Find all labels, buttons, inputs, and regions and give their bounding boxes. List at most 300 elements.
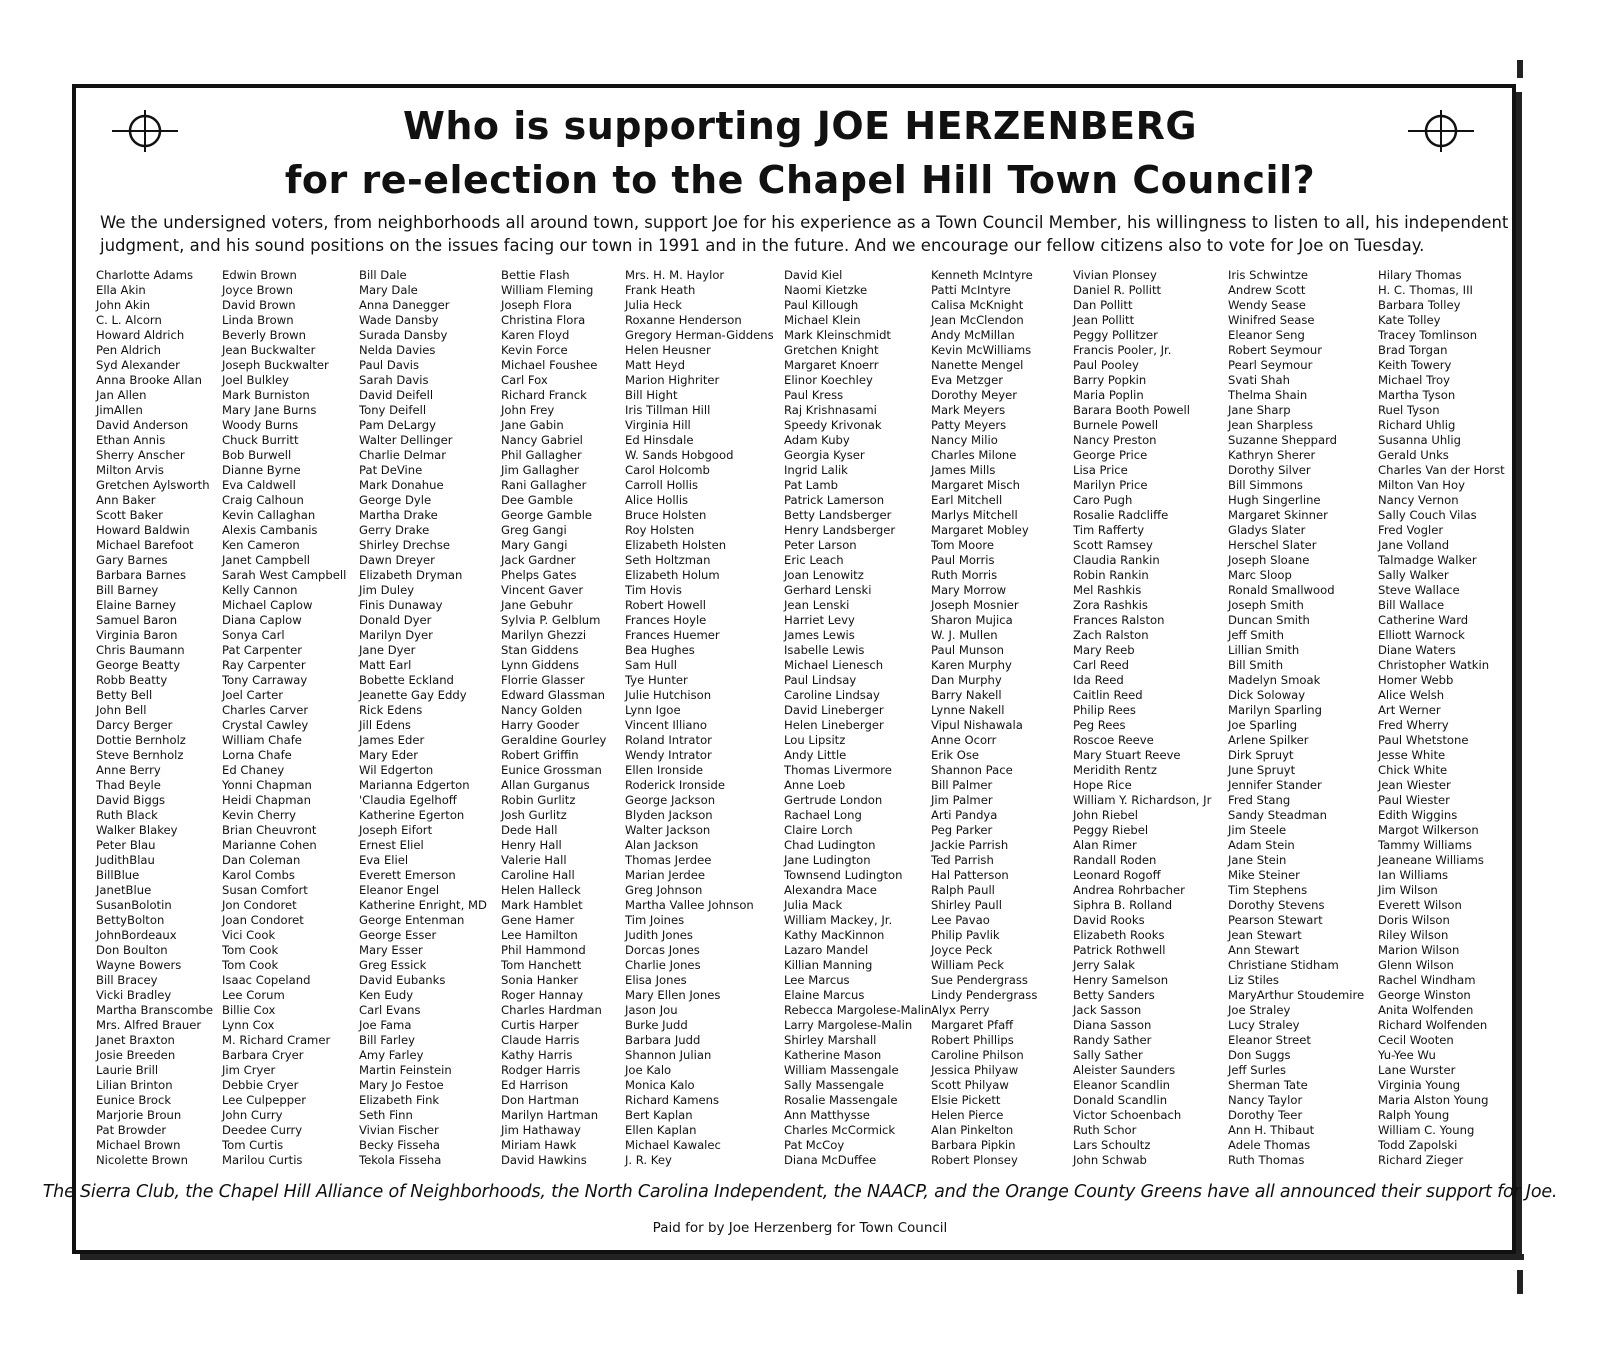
supporter-name: Bobette Eckland [359,673,454,687]
supporter-name: JudithBlau [96,853,155,867]
supporter-name: Tim Stephens [1228,883,1308,897]
supporter-name: Charles Hardman [501,1003,602,1017]
supporter-name: Richard Franck [501,388,587,402]
supporter-name: Suzanne Sheppard [1228,433,1337,447]
supporter-name: Josh Gurlitz [501,808,567,822]
supporters-list [0,268,1600,1178]
supporter-name: Wayne Bowers [96,958,182,972]
supporter-name: Pen Aldrich [96,343,161,357]
supporter-name: Jan Allen [96,388,147,402]
supporter-name: Sally Walker [1378,568,1449,582]
supporter-name: Joyce Peck [931,943,993,957]
supporter-name: Paul Lindsay [784,673,857,687]
supporter-name: Dirk Spruyt [1228,748,1294,762]
supporter-name: Bill Smith [1228,658,1284,672]
supporter-name: Michael Kawalec [625,1138,721,1152]
supporter-name: Tim Joines [625,913,685,927]
supporter-name: Dorothy Meyer [931,388,1017,402]
supporter-name: George Esser [359,928,437,942]
supporter-name: Jim Palmer [931,793,993,807]
supporter-name: Brad Torgan [1378,343,1448,357]
supporter-name: Miriam Hawk [501,1138,577,1152]
supporter-name: Charlie Jones [625,958,701,972]
supporter-name: Roxanne Henderson [625,313,742,327]
supporter-name: Vincent Gaver [501,583,584,597]
supporter-name: H. C. Thomas, III [1378,283,1473,297]
supporter-name: Margaret Skinner [1228,508,1328,522]
supporter-name: Charles Milone [931,448,1017,462]
supporter-name: Andrew Scott [1228,283,1306,297]
supporter-name: Alice Welsh [1378,688,1445,702]
headline-line-1: Who is supporting JOE HERZENBERG [402,104,1198,148]
supporter-name: Charlotte Adams [96,268,194,282]
supporter-name: Heidi Chapman [222,793,311,807]
supporter-name: Stan Giddens [501,643,579,657]
supporter-name: Mary Morrow [931,583,1007,597]
supporter-name: Sylvia P. Gelblum [501,613,601,627]
supporter-name: Mrs. Alfred Brauer [96,1018,202,1032]
supporter-name: Virginia Hill [625,418,691,432]
supporter-name: Caroline Lindsay [784,688,880,702]
supporter-name: Ann Stewart [1228,943,1300,957]
supporter-name: Lazaro Mandel [784,943,869,957]
supporter-name: Jack Gardner [501,553,576,567]
supporter-name: Craig Calhoun [222,493,304,507]
supporter-name: Lars Schoultz [1073,1138,1151,1152]
supporter-name: Elisa Jones [625,973,687,987]
supporter-name: Joe Kalo [625,1063,672,1077]
supporter-name: Nelda Davies [359,343,436,357]
supporter-name: Marilyn Dyer [359,628,433,642]
supporter-name: Carl Reed [1073,658,1130,672]
supporter-name: C. L. Alcorn [96,313,162,327]
supporter-name: Diane Waters [1378,643,1456,657]
supporter-name: Tony Carraway [222,673,308,687]
supporter-name: Alan Pinkelton [931,1123,1014,1137]
supporter-name: Helen Halleck [501,883,581,897]
supporter-name: Martha Drake [359,508,438,522]
supporter-name: Caitlin Reed [1073,688,1143,702]
supporter-name: Svati Shah [1228,373,1290,387]
supporter-name: Bert Kaplan [625,1108,693,1122]
supporter-name: Nancy Golden [501,703,583,717]
supporter-name: Tim Rafferty [1073,523,1145,537]
supporter-name: Walter Jackson [625,823,711,837]
supporter-name: Jon Condoret [222,898,297,912]
supporter-name: Alan Rimer [1073,838,1137,852]
supporter-name: Ruth Schor [1073,1123,1137,1137]
supporter-name: Jim Wilson [1378,883,1438,897]
supporter-name: Lynn Cox [222,1018,275,1032]
supporter-name: Elaine Marcus [784,988,865,1002]
supporter-name: Joseph Smith [1228,598,1304,612]
supporter-name: Eleanor Scandlin [1073,1078,1171,1092]
supporter-name: Bill Dale [359,268,407,282]
supporter-name: Ethan Annis [96,433,166,447]
supporter-name: Curtis Harper [501,1018,579,1032]
supporter-name: Lynn Igoe [625,703,681,717]
supporter-name: Peggy Riebel [1073,823,1149,837]
supporter-name: Jane Sharp [1228,403,1291,417]
supporter-name: Patrick Lamerson [784,493,885,507]
supporter-name: George Gamble [501,508,593,522]
supporter-name: Christina Flora [501,313,586,327]
supporter-name: Tom Cook [222,958,279,972]
supporter-name: George Jackson [625,793,716,807]
supporter-name: Christopher Watkin [1378,658,1490,672]
supporter-name: Mary Jo Festoe [359,1078,444,1092]
supporter-name: Mary Jane Burns [222,403,317,417]
supporter-name: Lisa Price [1073,463,1128,477]
supporter-name: Michael Klein [784,313,861,327]
supporter-name: Edwin Brown [222,268,297,282]
supporter-name: Carol Holcomb [625,463,710,477]
supporter-name: Betty Landsberger [784,508,892,522]
supporter-name: Wendy Intrator [625,748,712,762]
supporter-name: Todd Zapolski [1378,1138,1458,1152]
supporter-name: Joan Lenowitz [784,568,864,582]
supporter-name: Jack Sasson [1073,1003,1142,1017]
supporter-name: Jane Dyer [359,643,416,657]
supporter-name: June Spruyt [1228,763,1296,777]
supporter-name: William Mackey, Jr. [784,913,893,927]
supporter-name: Elaine Barney [96,598,177,612]
supporter-name: Lane Wurster [1378,1063,1456,1077]
supporter-name: Elizabeth Fink [359,1093,440,1107]
supporter-name: David Lineberger [784,703,884,717]
supporter-name: William Massengale [784,1063,899,1077]
supporter-name: Allan Gurganus [501,778,590,792]
supporter-name: Nancy Vernon [1378,493,1459,507]
supporter-name: William Chafe [222,733,302,747]
supporter-name: Harriet Levy [784,613,855,627]
supporter-name: Jane Gebuhr [501,598,573,612]
supporter-name: Virginia Baron [96,628,178,642]
supporter-name: Karol Combs [222,868,295,882]
supporter-name: Ann H. Thibaut [1228,1123,1315,1137]
supporter-name: Pat DeVine [359,463,423,477]
supporter-name: Robert Seymour [1228,343,1322,357]
supporter-name: Jim Gallagher [501,463,579,477]
supporter-name: Rachael Long [784,808,862,822]
supporter-name: Tom Cook [222,943,279,957]
supporter-name: Eleanor Engel [359,883,440,897]
supporter-name: Margaret Mobley [931,523,1029,537]
supporter-name: Elizabeth Holum [625,568,720,582]
supporter-name: Jackie Parrish [931,838,1009,852]
supporter-name: Lillian Smith [1228,643,1300,657]
supporter-name: Katherine Enright, MD [359,898,487,912]
supporter-name: Isaac Copeland [222,973,311,987]
supporter-name: Margot Wilkerson [1378,823,1479,837]
supporter-name: Karen Murphy [931,658,1012,672]
supporter-name: Paul Killough [784,298,859,312]
supporter-name: Marilyn Ghezzi [501,628,587,642]
supporter-name: Ann Baker [96,493,156,507]
supporter-name: Jeff Surles [1228,1063,1287,1077]
supporter-name: Nancy Gabriel [501,433,583,447]
supporter-name: Kevin McWilliams [931,343,1032,357]
supporter-name: David Hawkins [501,1153,587,1167]
supporter-name: Eleanor Seng [1228,328,1305,342]
supporter-name: Marjorie Broun [96,1108,182,1122]
supporter-name: Mark Kleinschmidt [784,328,891,342]
supporter-name: Don Suggs [1228,1048,1291,1062]
supporters-column [1228,268,1364,1168]
supporter-name: Geraldine Gourley [501,733,607,747]
supporter-name: Linda Brown [222,313,294,327]
supporter-name: Earl Mitchell [931,493,1003,507]
supporter-name: Charles McCormick [784,1123,896,1137]
supporter-name: Bill Bracey [96,973,158,987]
supporter-name: Rosalie Massengale [784,1093,898,1107]
supporter-name: Thelma Shain [1228,388,1308,402]
supporter-name: Mark Donahue [359,478,444,492]
supporter-name: SusanBolotin [96,898,172,912]
supporter-name: Crystal Cawley [222,718,309,732]
supporter-name: Richard Uhlig [1378,418,1456,432]
supporter-name: Peter Blau [96,838,156,852]
supporter-name: Alan Jackson [625,838,699,852]
supporter-name: Bruce Holsten [625,508,707,522]
supporter-name: Ed Chaney [222,763,285,777]
supporter-name: Tom Curtis [222,1138,284,1152]
supporter-name: William Peck [931,958,1004,972]
supporter-name: Mel Rashkis [1073,583,1142,597]
supporter-name: Kevin Cherry [222,808,297,822]
supporter-name: Margaret Misch [931,478,1020,492]
supporter-name: Julia Heck [625,298,682,312]
supporter-name: Howard Aldrich [96,328,185,342]
supporter-name: Peggy Pollitzer [1073,328,1158,342]
supporter-name: Winifred Sease [1228,313,1315,327]
supporter-name: Shirley Marshall [784,1033,877,1047]
supporter-name: Joel Bulkley [222,373,290,387]
supporters-column [625,268,774,1168]
supporter-name: Paul Whetstone [1378,733,1469,747]
supporter-name: Janet Campbell [222,553,311,567]
supporter-name: Caroline Philson [931,1048,1024,1062]
supporter-name: Dede Hall [501,823,558,837]
supporter-name: Barbara Cryer [222,1048,304,1062]
supporter-name: Burnele Powell [1073,418,1159,432]
supporter-name: Adele Thomas [1228,1138,1311,1152]
supporter-name: Dan Murphy [931,673,1002,687]
supporter-name: Joseph Eifort [359,823,433,837]
supporter-name: Martha Branscombe [96,1003,214,1017]
supporter-name: Carroll Hollis [625,478,699,492]
supporter-name: Zach Ralston [1073,628,1149,642]
supporter-name: Eunice Grossman [501,763,602,777]
supporter-name: Marilyn Hartman [501,1108,599,1122]
supporter-name: Ken Cameron [222,538,300,552]
supporter-name: Shannon Julian [625,1048,712,1062]
supporter-name: Lee Culpepper [222,1093,306,1107]
supporter-name: Sam Hull [625,658,677,672]
supporter-name: Tracey Tomlinson [1378,328,1478,342]
supporter-name: Isabelle Lewis [784,643,865,657]
supporter-name: Joel Carter [222,688,283,702]
supporter-name: Blyden Jackson [625,808,713,822]
supporter-name: Anne Loeb [784,778,846,792]
supporter-name: John Riebel [1073,808,1139,822]
supporter-name: Michael Troy [1378,373,1450,387]
supporter-name: Mark Burniston [222,388,310,402]
supporter-name: Claude Harris [501,1033,580,1047]
supporter-name: Roland Intrator [625,733,712,747]
supporter-name: Carl Evans [359,1003,421,1017]
supporter-name: Edward Glassman [501,688,606,702]
supporter-name: Martha Vallee Johnson [625,898,754,912]
supporter-name: Adam Kuby [784,433,850,447]
supporter-name: Howard Baldwin [96,523,190,537]
supporter-name: Alice Hollis [625,493,689,507]
supporter-name: Herschel Slater [1228,538,1317,552]
supporter-name: Jean Buckwalter [222,343,316,357]
supporter-name: Michael Brown [96,1138,181,1152]
supporter-name: Peter Larson [784,538,857,552]
supporter-name: Dawn Dreyer [359,553,435,567]
supporter-name: Eva Metzger [931,373,1004,387]
supporter-name: Karen Floyd [501,328,570,342]
supporter-name: Edith Wiggins [1378,808,1458,822]
supporter-name: Richard Wolfenden [1378,1018,1488,1032]
supporter-name: Dorothy Silver [1228,463,1311,477]
supporter-name: Jane Stein [1228,853,1287,867]
supporter-name: Pam DeLargy [359,418,436,432]
supporter-name: Mary Reeb [1073,643,1135,657]
supporter-name: Marian Jerdee [625,868,705,882]
supporter-name: Barbara Pipkin [931,1138,1016,1152]
supporter-name: James Eder [359,733,425,747]
supporter-name: Susan Comfort [222,883,308,897]
supporter-name: Lee Marcus [784,973,850,987]
supporter-name: Milton Arvis [96,463,164,477]
supporter-name: Ruth Black [96,808,158,822]
supporter-name: JimAllen [96,403,143,417]
supporter-name: Bill Farley [359,1033,415,1047]
supporter-name: Eleanor Street [1228,1033,1311,1047]
supporter-name: Michael Barefoot [96,538,194,552]
supporter-name: Robert Howell [625,598,706,612]
supporter-name: Diana McDuffee [784,1153,877,1167]
supporter-name: Marlys Mitchell [931,508,1018,522]
supporter-name: Patty Meyers [931,418,1007,432]
supporter-name: Jason Jou [625,1003,678,1017]
supporter-name: Pearl Seymour [1228,358,1313,372]
supporter-name: Maria Poplin [1073,388,1144,402]
supporter-name: Henry Landsberger [784,523,896,537]
supporter-name: Darcy Berger [96,718,173,732]
supporter-name: Paul Kress [784,388,844,402]
supporter-name: Catherine Ward [1378,613,1469,627]
supporter-name: Anna Danegger [359,298,450,312]
supporter-name: Wade Dansby [359,313,439,327]
supporter-name: Jeff Smith [1228,628,1284,642]
supporter-name: Helen Pierce [931,1108,1004,1122]
supporter-name: Ray Carpenter [222,658,306,672]
supporter-name: Hal Patterson [931,868,1009,882]
supporter-name: Ernest Eliel [359,838,424,852]
supporter-name: George Entenman [359,913,465,927]
supporter-name: Kevin Force [501,343,568,357]
supporter-name: David Brown [222,298,296,312]
supporter-name: William Fleming [501,283,594,297]
supporter-name: Lee Hamilton [501,928,578,942]
supporter-name: David Anderson [96,418,189,432]
supporter-name: Barbara Barnes [96,568,186,582]
supporter-name: Gerald Unks [1378,448,1449,462]
supporter-name: John Bell [96,703,147,717]
endorsements-note: The Sierra Club, the Chapel Hill Alliance of Neighborhoods, the North Carolina Independent, the NAACP, and the Orange County Greens have all announced their support for Joe. [42,1182,1558,1202]
supporter-name: Vipul Nishawala [931,718,1023,732]
supporter-name: Lee Corum [222,988,285,1002]
supporter-name: Nanette Mengel [931,358,1024,372]
supporter-name: Helen Heusner [625,343,711,357]
supporter-name: Ken Eudy [359,988,414,1002]
supporter-name: Ellen Ironside [625,763,704,777]
supporter-name: Jane Volland [1378,538,1450,552]
supporter-name: Sonya Carl [222,628,285,642]
supporter-name: Frank Heath [625,283,696,297]
headline-line-2: for re-election to the Chapel Hill Town Council? [284,158,1316,202]
supporter-name: Thomas Livermore [784,763,892,777]
supporter-name: Betty Sanders [1073,988,1155,1002]
supporter-name: Georgia Kyser [784,448,865,462]
supporter-name: Michael Foushee [501,358,598,372]
supporter-name: J. R. Key [625,1153,672,1167]
supporter-name: Robert Griffin [501,748,579,762]
supporter-name: Billie Cox [222,1003,276,1017]
supporter-name: Jerry Salak [1073,958,1135,972]
supporters-column [1378,268,1505,1168]
supporter-name: Martin Feinstein [359,1063,452,1077]
supporter-name: Becky Fisseha [359,1138,441,1152]
supporter-name: Lou Lipsitz [784,733,846,747]
supporter-name: Bob Burwell [222,448,292,462]
supporter-name: Lilian Brinton [96,1078,173,1092]
supporter-name: Paul Pooley [1073,358,1139,372]
supporter-name: Victor Schoenbach [1073,1108,1182,1122]
supporter-name: Michael Caplow [222,598,313,612]
supporter-name: Ed Harrison [501,1078,569,1092]
supporter-name: Bill Wallace [1378,598,1445,612]
supporter-name: Sharon Mujica [931,613,1013,627]
supporter-name: Paul Munson [931,643,1005,657]
supporter-name: Jeanette Gay Eddy [359,688,467,702]
supporter-name: W. J. Mullen [931,628,998,642]
supporter-name: Josie Breeden [96,1048,176,1062]
supporter-name: Homer Webb [1378,673,1454,687]
supporter-name: Donald Scandlin [1073,1093,1168,1107]
supporter-name: Jim Duley [359,583,415,597]
supporter-name: Anne Ocorr [931,733,997,747]
supporter-name: Gregory Herman-Giddens [625,328,774,342]
supporter-name: Pat Lamb [784,478,839,492]
supporter-name: Ann Matthysse [784,1108,870,1122]
supporter-name: Patrick Rothwell [1073,943,1166,957]
supporter-name: Jim Cryer [222,1063,276,1077]
supporter-name: Peg Rees [1073,718,1126,732]
supporter-name: Rosalie Radcliffe [1073,508,1169,522]
supporter-name: George Dyle [359,493,432,507]
supporter-name: David Deifell [359,388,434,402]
supporter-name: Don Boulton [96,943,168,957]
supporter-name: Frances Hoyle [625,613,707,627]
supporter-name: John Frey [501,403,555,417]
supporter-name: Jessica Philyaw [931,1063,1019,1077]
supporter-name: Philip Pavlik [931,928,1000,942]
